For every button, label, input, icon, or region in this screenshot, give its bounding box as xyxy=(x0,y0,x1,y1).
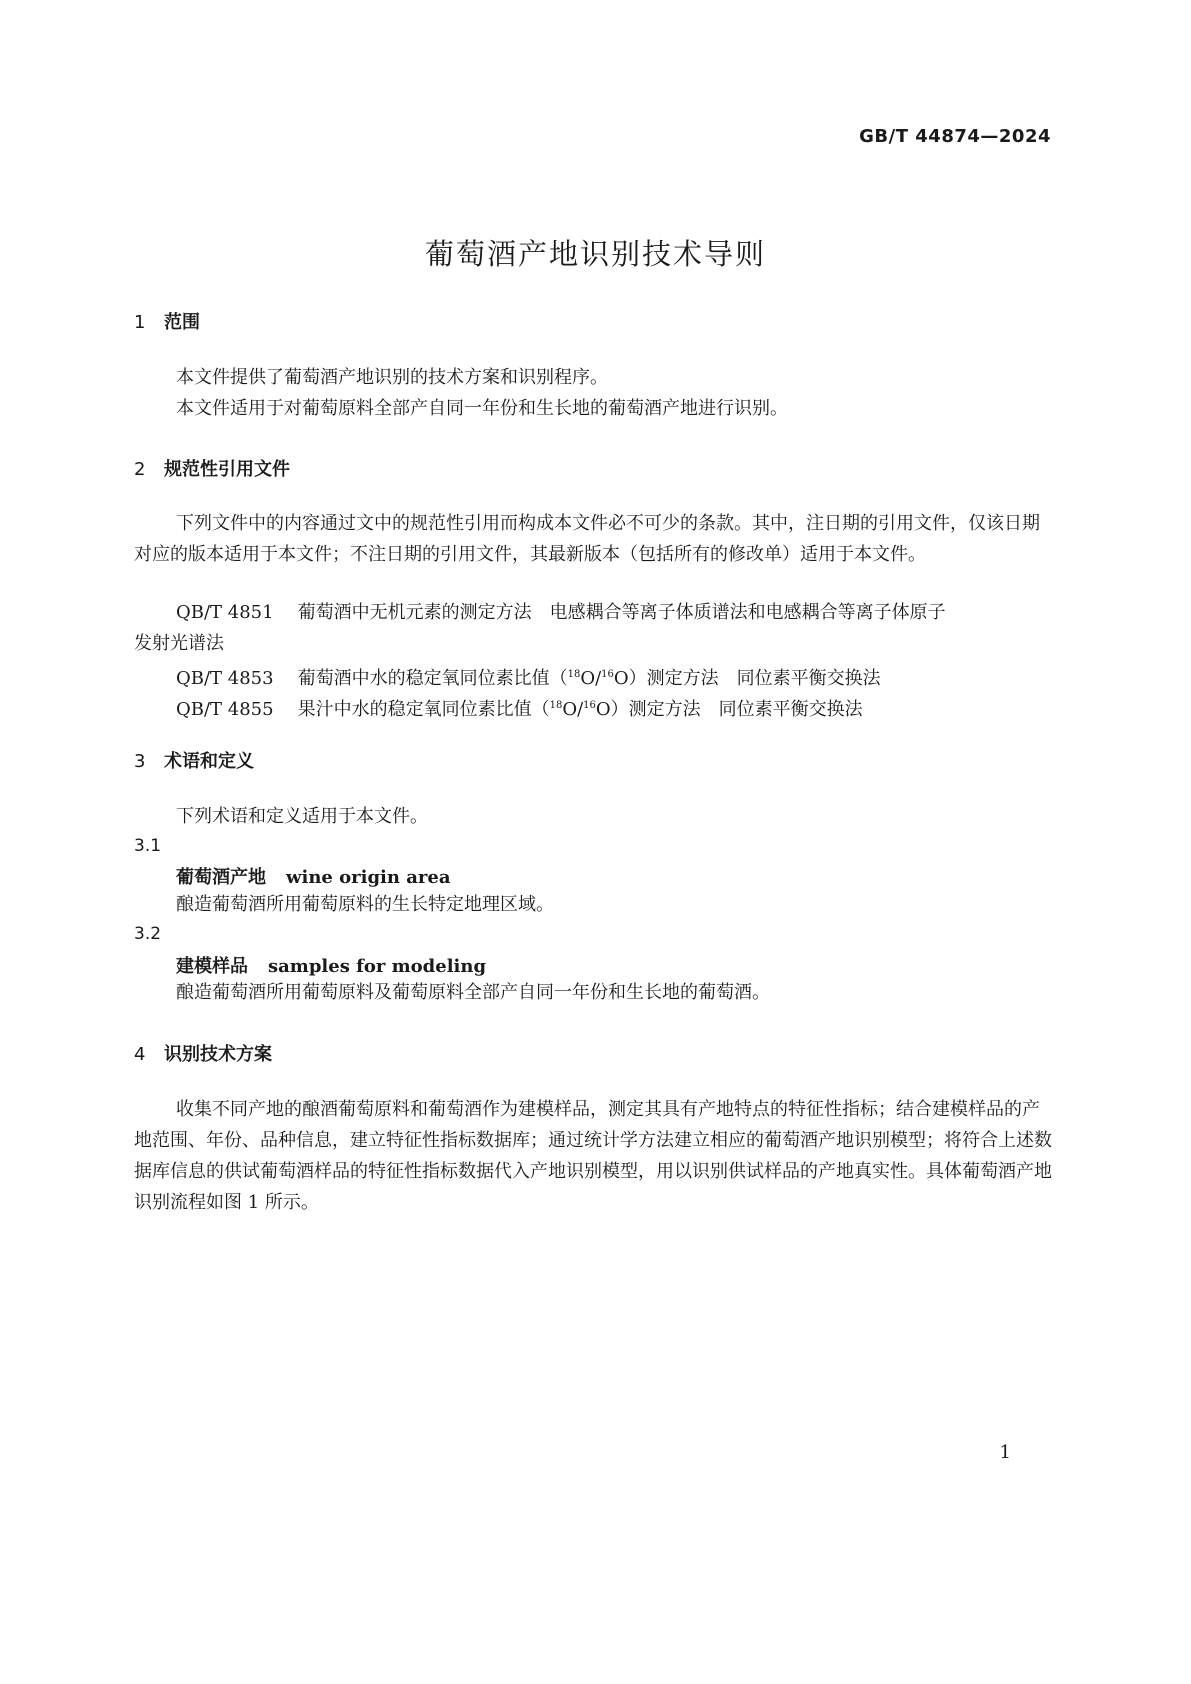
section-heading-scope xyxy=(134,308,200,334)
isotope-sup: 18 xyxy=(549,700,563,711)
section-heading-references xyxy=(134,455,290,481)
reference-item xyxy=(176,597,1106,628)
reference-code: QB/T 4855 xyxy=(176,699,274,720)
reference-item-continuation: 发射光谱法 xyxy=(134,633,224,654)
section-heading-scheme xyxy=(134,1040,272,1066)
term-en: wine origin area xyxy=(286,867,451,888)
term-zh: 葡萄酒产地 xyxy=(176,867,266,888)
section-title: 规范性引用文件 xyxy=(164,459,290,480)
section-number: 4 xyxy=(134,1044,146,1065)
scope-paragraph-2: 本文件适用于对葡萄原料全部产自同一年份和生长地的葡萄酒产地进行识别。 xyxy=(176,398,788,419)
section-number: 1 xyxy=(134,312,146,333)
reference-code: QB/T 4851 xyxy=(176,602,274,623)
term-heading xyxy=(176,863,451,889)
term-definition: 酿造葡萄酒所用葡萄原料的生长特定地理区域。 xyxy=(176,894,554,915)
section-title: 范围 xyxy=(164,312,200,333)
section-title: 识别技术方案 xyxy=(164,1044,272,1065)
reference-title: 葡萄酒中无机元素的测定方法 电感耦合等离子体质谱法和电感耦合等离子体原子 xyxy=(297,602,946,623)
section-title: 术语和定义 xyxy=(164,751,254,772)
isotope-sup: 16 xyxy=(601,669,614,680)
document-title: 葡萄酒产地识别技术导则 xyxy=(424,237,766,271)
term-number: 3.1 xyxy=(134,836,162,856)
scope-paragraph-1: 本文件提供了葡萄酒产地识别的技术方案和识别程序。 xyxy=(176,367,608,388)
reference-title-pre: 葡萄酒中水的稳定氧同位素比值（ xyxy=(297,668,568,689)
section-number: 2 xyxy=(134,459,146,480)
reference-title-post: O）测定方法 同位素平衡交换法 xyxy=(613,668,881,689)
term-number: 3.2 xyxy=(134,924,162,944)
section-number: 3 xyxy=(134,751,146,772)
references-intro: 下列文件中的内容通过文中的规范性引用而构成本文件必不可少的条款。其中，注日期的引用文件，仅该日期对应的版本适用于本文件；不注日期的引用文件，其最新版本（包括所有的修改单）适用于本文件。 xyxy=(134,513,1040,565)
term-heading xyxy=(176,952,486,978)
reference-title-pre: 果汁中水的稳定氧同位素比值（ xyxy=(297,699,550,720)
reference-code: QB/T 4853 xyxy=(176,668,274,689)
term-en: samples for modeling xyxy=(268,956,487,977)
page-number: 1 xyxy=(999,1442,1011,1463)
isotope-text: O/ xyxy=(562,699,584,720)
standard-code: GB/T 44874—2024 xyxy=(859,126,1051,147)
term-zh: 建模样品 xyxy=(176,956,248,977)
isotope-text: O/ xyxy=(580,668,602,689)
section-heading-terms xyxy=(134,747,254,773)
terms-intro: 下列术语和定义适用于本文件。 xyxy=(176,806,428,827)
isotope-sup: 18 xyxy=(567,669,581,680)
scheme-paragraph: 收集不同产地的酿酒葡萄原料和葡萄酒作为建模样品，测定其具有产地特点的特征性指标；结合建模样品的产地范围、年份、品种信息，建立特征性指标数据库；通过统计学方法建立相应的葡萄酒产地识别模型；将符合上述数据库信息的供试葡萄酒样品的特征性指标数据代入产地识别模型，用以识别供试样品的产地真实性。具体葡萄酒产地识别流程如图 1 所示。 xyxy=(134,1099,1052,1213)
reference-item xyxy=(176,659,1106,694)
reference-title-post: O）测定方法 同位素平衡交换法 xyxy=(595,699,863,720)
reference-item xyxy=(176,690,1106,725)
isotope-sup: 16 xyxy=(583,700,596,711)
term-definition: 酿造葡萄酒所用葡萄原料及葡萄原料全部产自同一年份和生长地的葡萄酒。 xyxy=(176,982,770,1003)
